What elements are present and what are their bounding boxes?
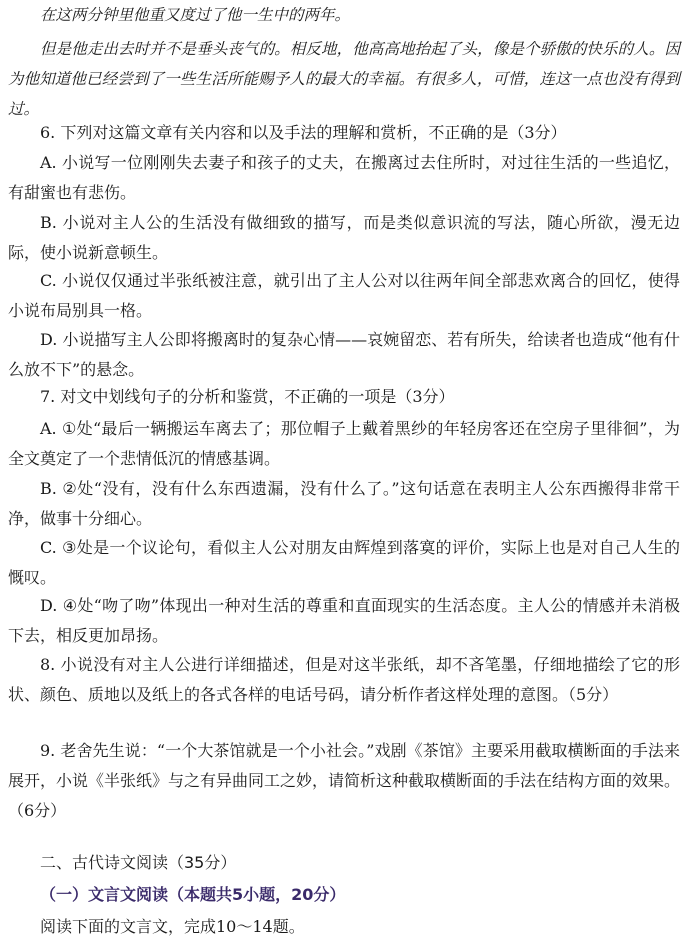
story-paragraph: 但是他走出去时并不是垂头丧气的。相反地，他高高地抬起了头，像是个骄傲的快乐的人。因为他知道他已经尝到了一些生活所能赐予人的最大的幸福。有很多人，可惜，连这一点也没有得到过。 bbox=[8, 40, 680, 118]
question-6-option-d: D. 小说描写主人公即将搬离时的复杂心情——哀婉留恋、若有所失，给读者也造成“他有什么放不下”的悬念。 bbox=[8, 330, 680, 379]
question-8: 8. 小说没有对主人公进行详细描述，但是对这半张纸，却不吝笔墨，仔细地描绘了它的形状、颜色、质地以及纸上的各式各样的电话号码，请分析作者这样处理的意图。（5分） bbox=[8, 655, 680, 704]
question-6-option-a: A. 小说写一位刚刚失去妻子和孩子的丈夫，在搬离过去住所时，对过往生活的一些追忆，有甜蜜也有悲伤。 bbox=[8, 153, 680, 202]
question-6-stem: 6. 下列对这篇文章有关内容和以及手法的理解和赏析，不正确的是（3分） bbox=[40, 123, 567, 142]
question-7-option-a: A. ①处“最后一辆搬运车离去了；那位帽子上戴着黑纱的年轻房客还在空房子里徘徊”，为全文奠定了一个悲情低沉的情感基调。 bbox=[8, 419, 680, 468]
question-7-option-b: B. ②处“没有，没有什么东西遗漏，没有什么了。”这句话意在表明主人公东西搬得非常干净，做事十分细心。 bbox=[8, 479, 680, 528]
question-6-option-b: B. 小说对主人公的生活没有做细致的描写，而是类似意识流的写法，随心所欲，漫无边际，使小说新意顿生。 bbox=[8, 213, 680, 262]
subsection-heading: （一）文言文阅读（本题共5小题，20分） bbox=[40, 885, 346, 904]
question-7-option-d: D. ④处“吻了吻”体现出一种对生活的尊重和直面现实的生活态度。主人公的情感并未消极下去，相反更加昂扬。 bbox=[8, 596, 680, 645]
section-heading: 二、古代诗文阅读（35分） bbox=[40, 853, 237, 872]
question-7-option-c: C. ③处是一个议论句，看似主人公对朋友由辉煌到落寞的评价，实际上也是对自己人生的慨叹。 bbox=[8, 538, 680, 587]
story-line: 在这两分钟里他重又度过了他一生中的两年。 bbox=[40, 6, 351, 24]
question-9: 9. 老舍先生说：“一个大茶馆就是一个小社会。”戏剧《茶馆》主要采用截取横断面的手法来展开，小说《半张纸》与之有异曲同工之妙，请简析这种截取横断面的手法在结构方面的效果。（6分） bbox=[8, 741, 681, 820]
reading-instruction: 阅读下面的文言文，完成10～14题。 bbox=[40, 917, 305, 936]
question-7-stem: 7. 对文中划线句子的分析和鉴赏，不正确的一项是（3分） bbox=[40, 387, 455, 406]
question-6-option-c: C. 小说仅仅通过半张纸被注意，就引出了主人公对以往两年间全部悲欢离合的回忆，使得小说布局别具一格。 bbox=[8, 271, 680, 320]
